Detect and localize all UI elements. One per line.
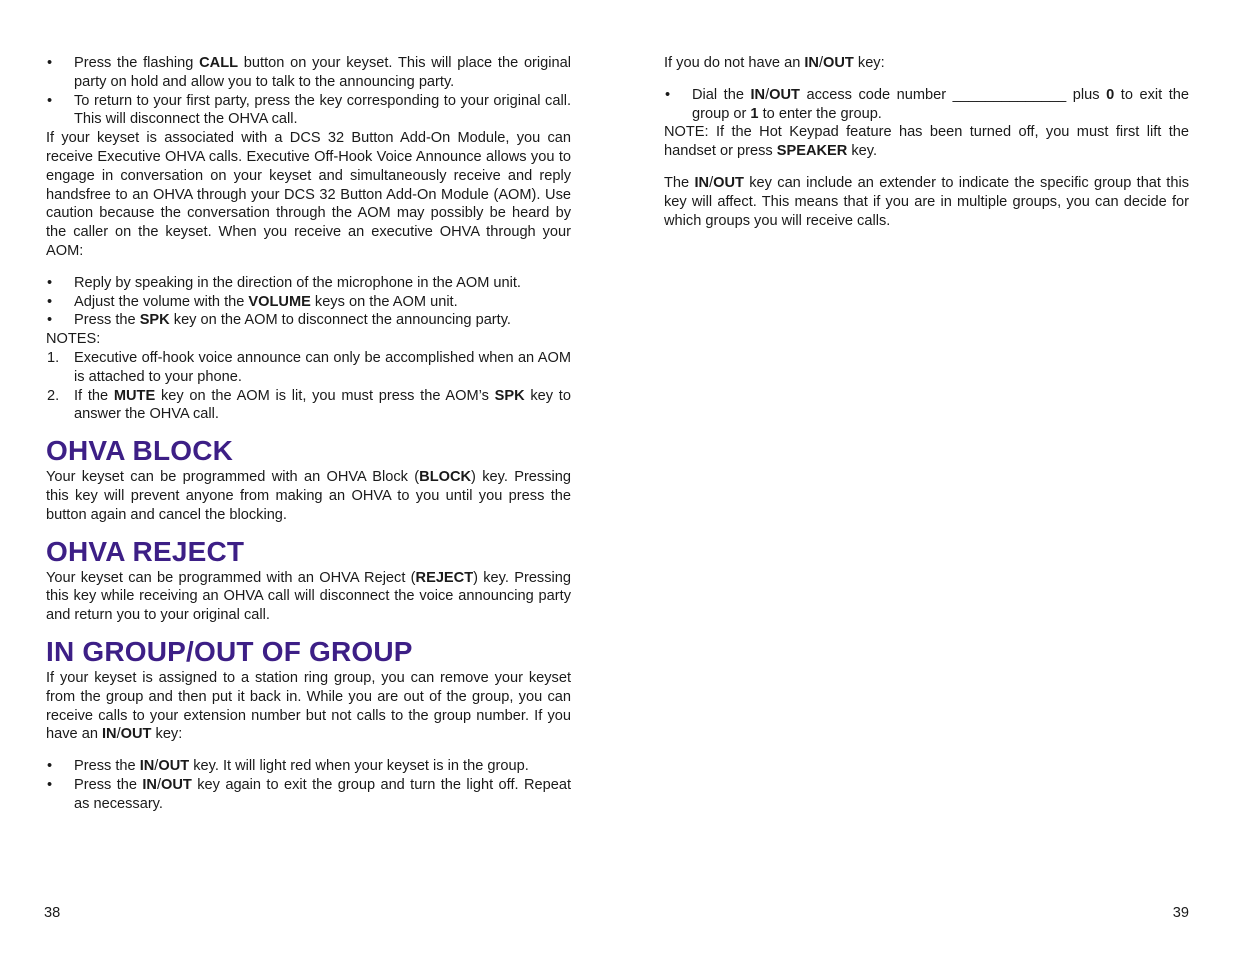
- list-item: • Dial the IN/OUT access code number ______________ plus 0 to exit the group or 1 to enter the group.: [665, 86, 1189, 122]
- page-number: 39: [1172, 905, 1189, 921]
- list-item: • Press the IN/OUT key. It will light red when your keyset is in the group.: [47, 758, 529, 775]
- in-group-text: If your keyset is assigned to a station ring group, you can remove your keyset from the group and then put it back in. While you are out of the group, you can receive calls to your extension number but not calls to the group number. If you have an IN/OUT key:: [46, 669, 571, 743]
- bullet-icon: •: [47, 92, 53, 109]
- left-page: [46, 0, 571, 954]
- right-page-content: [664, 54, 1189, 243]
- bullet-icon: •: [47, 312, 53, 329]
- bullet-icon: •: [47, 758, 53, 775]
- list-item: • Press the IN/OUT key again to exit the group and turn the light off. Repeat as necessary.: [47, 776, 572, 812]
- ohva-block-heading: OHVA BLOCK: [46, 435, 234, 467]
- list-item: • Press the flashing CALL button on your keyset. This will place the original party on hold and allow you to talk to the announcing party.: [47, 55, 571, 90]
- bullet-icon: •: [47, 55, 53, 71]
- ohva-reject-text: Your keyset can be programmed with an OHVA Reject (REJECT) key. Pressing this key while receiving an OHVA call will disconnect the voice announcing party and return you to your original call.: [46, 569, 572, 624]
- ohva-block-text: Your keyset can be programmed with an OHVA Block (BLOCK) key. Pressing this key will prevent anyone from making an OHVA to you until you press the button again and cancel the blocking.: [46, 469, 571, 523]
- no-in-out-intro: If you do not have an IN/OUT key:: [664, 55, 885, 71]
- aom-bullet-list: [46, 274, 571, 330]
- ohva-reject-heading: OHVA REJECT: [46, 535, 245, 567]
- note-item: 2. If the MUTE key on the AOM is lit, you must press the AOM’s SPK key to answer the OHVA call.: [47, 387, 571, 423]
- right-page: [664, 0, 1189, 954]
- call-bullet-list: [46, 54, 571, 129]
- list-item: • Adjust the volume with the VOLUME keys on the AOM unit.: [47, 293, 458, 310]
- list-item: • Press the SPK key on the AOM to disconnect the announcing party.: [47, 312, 511, 329]
- notes-list: [46, 349, 571, 424]
- bullet-icon: •: [47, 274, 53, 291]
- in-group-heading: IN GROUP/OUT OF GROUP: [46, 635, 413, 667]
- list-item: • Reply by speaking in the direction of the microphone in the AOM unit.: [47, 274, 521, 291]
- bullet-icon: •: [665, 86, 671, 103]
- list-item: • To return to your first party, press the key corresponding to your original call. This will disconnect the OHVA call.: [47, 92, 571, 128]
- aom-paragraph: If your keyset is associated with a DCS 32 Button Add-On Module, you can receive Executive OHVA calls. Executive Off-Hook Voice Announce allows you to engage in conversation on your keyset and simultaneously receive and reply handsfree to an OHVA through your DCS 32 Button Add-On Module (AOM). Use caution because the conversation through the AOM may possibly be heard by the caller on the keyset. When you receive an executive OHVA through your AOM:: [46, 130, 571, 259]
- bullet-icon: •: [47, 293, 53, 310]
- page-number: 38: [44, 905, 61, 921]
- hot-keypad-note: NOTE: If the Hot Keypad feature has been turned off, you must first lift the handset or press SPEAKER key.: [664, 124, 1189, 160]
- extender-paragraph: The IN/OUT key can include an extender to indicate the specific group that this key will affect. This means that if you are in multiple groups, you can decide for which groups you will receive calls.: [664, 174, 1190, 229]
- left-page-content: [46, 54, 571, 814]
- in-out-bullet-list: [46, 757, 571, 813]
- bullet-icon: •: [47, 776, 53, 793]
- notes-title: NOTES:: [46, 331, 101, 348]
- note-item: 1. Executive off-hook voice announce can only be accomplished when an AOM is attached to your phone.: [47, 349, 571, 385]
- dial-bullet-list: [664, 86, 1189, 124]
